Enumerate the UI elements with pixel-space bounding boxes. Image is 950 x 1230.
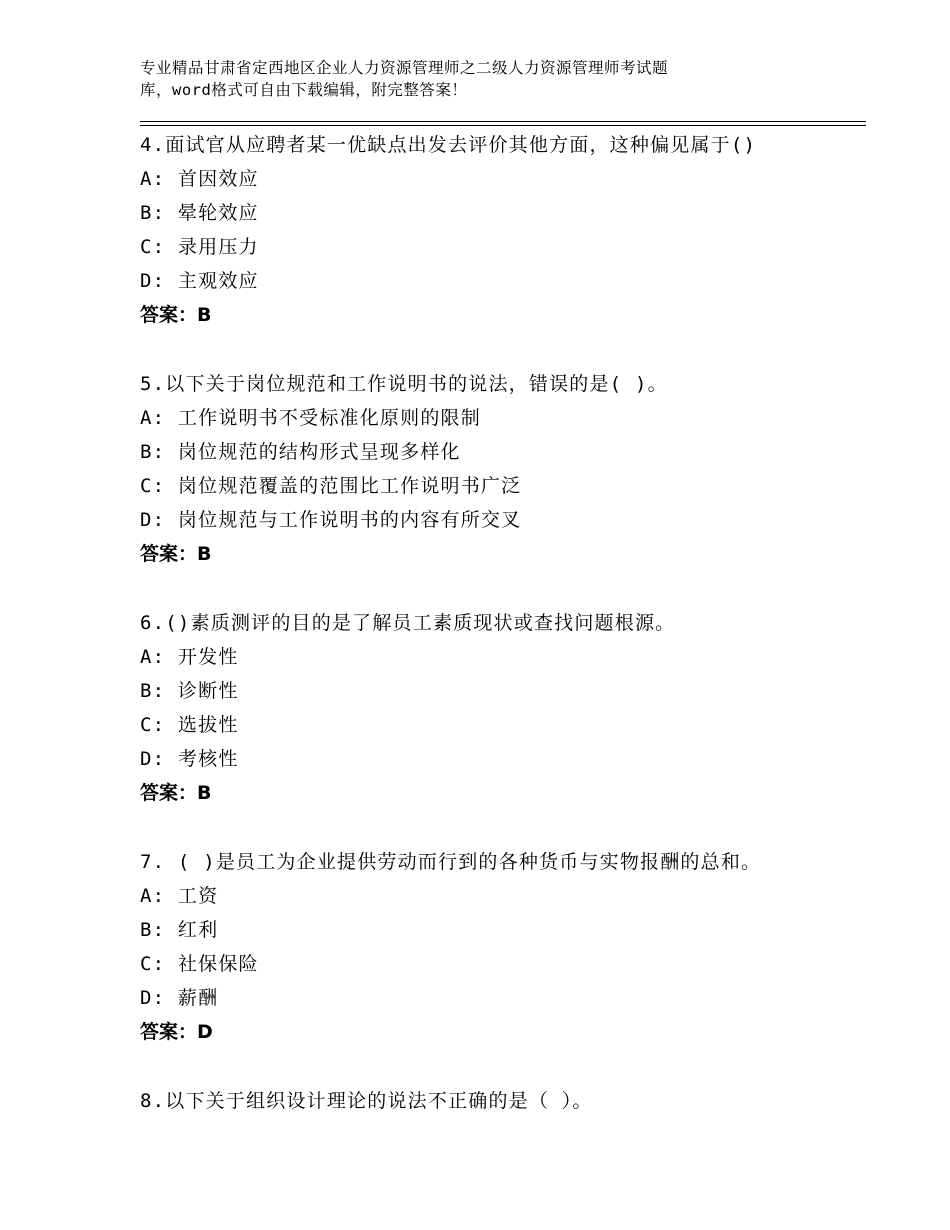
question-8 [140,1084,880,1118]
answer-key: 答案：B [140,304,212,326]
question-stem: 5.以下关于岗位规范和工作说明书的说法，错误的是( )。 [140,373,668,395]
option-d: D: 考核性 [140,748,239,770]
header-line-1: 专业精品甘肃省定西地区企业人力资源管理师之二级人力资源管理师考试题 [140,59,669,77]
question-spacer [140,1049,880,1084]
question-stem: 8.以下关于组织设计理论的说法不正确的是（ ）。 [140,1090,593,1112]
header-line-2: 库，word格式可自由下载编辑，附完整答案！ [140,81,468,99]
option-b: B: 红利 [140,919,219,941]
header-divider-top [140,121,866,122]
answer-key: 答案：B [140,543,212,565]
option-a: A: 开发性 [140,646,239,668]
option-c: C: 录用压力 [140,236,259,258]
question-stem: 6.()素质测评的目的是了解员工素质现状或查找问题根源。 [140,612,676,634]
option-d: D: 主观效应 [140,270,259,292]
option-b: B: 岗位规范的结构形式呈现多样化 [140,441,461,463]
option-c: C: 选拔性 [140,714,239,736]
option-a: A: 工作说明书不受标准化原则的限制 [140,407,481,429]
question-stem: 4.面试官从应聘者某一优缺点出发去评价其他方面，这种偏见属于() [140,134,757,156]
question-stem: 7. ( )是员工为企业提供劳动而行到的各种货币与实物报酬的总和。 [140,851,762,873]
question-4 [140,128,880,332]
option-a: A: 首因效应 [140,168,259,190]
question-spacer [140,332,880,367]
option-c: C: 社保保险 [140,953,259,975]
header-divider-bottom [140,125,866,126]
document-header [140,57,820,101]
option-b: B: 晕轮效应 [140,202,259,224]
question-7 [140,845,880,1049]
question-list [140,128,880,1118]
question-spacer [140,571,880,606]
question-5 [140,367,880,571]
answer-key: 答案：B [140,782,212,804]
option-b: B: 诊断性 [140,680,239,702]
option-d: D: 岗位规范与工作说明书的内容有所交叉 [140,509,522,531]
option-a: A: 工资 [140,885,219,907]
question-spacer [140,810,880,845]
option-d: D: 薪酬 [140,987,219,1009]
option-c: C: 岗位规范覆盖的范围比工作说明书广泛 [140,475,522,497]
question-6 [140,606,880,810]
answer-key: 答案：D [140,1021,213,1043]
